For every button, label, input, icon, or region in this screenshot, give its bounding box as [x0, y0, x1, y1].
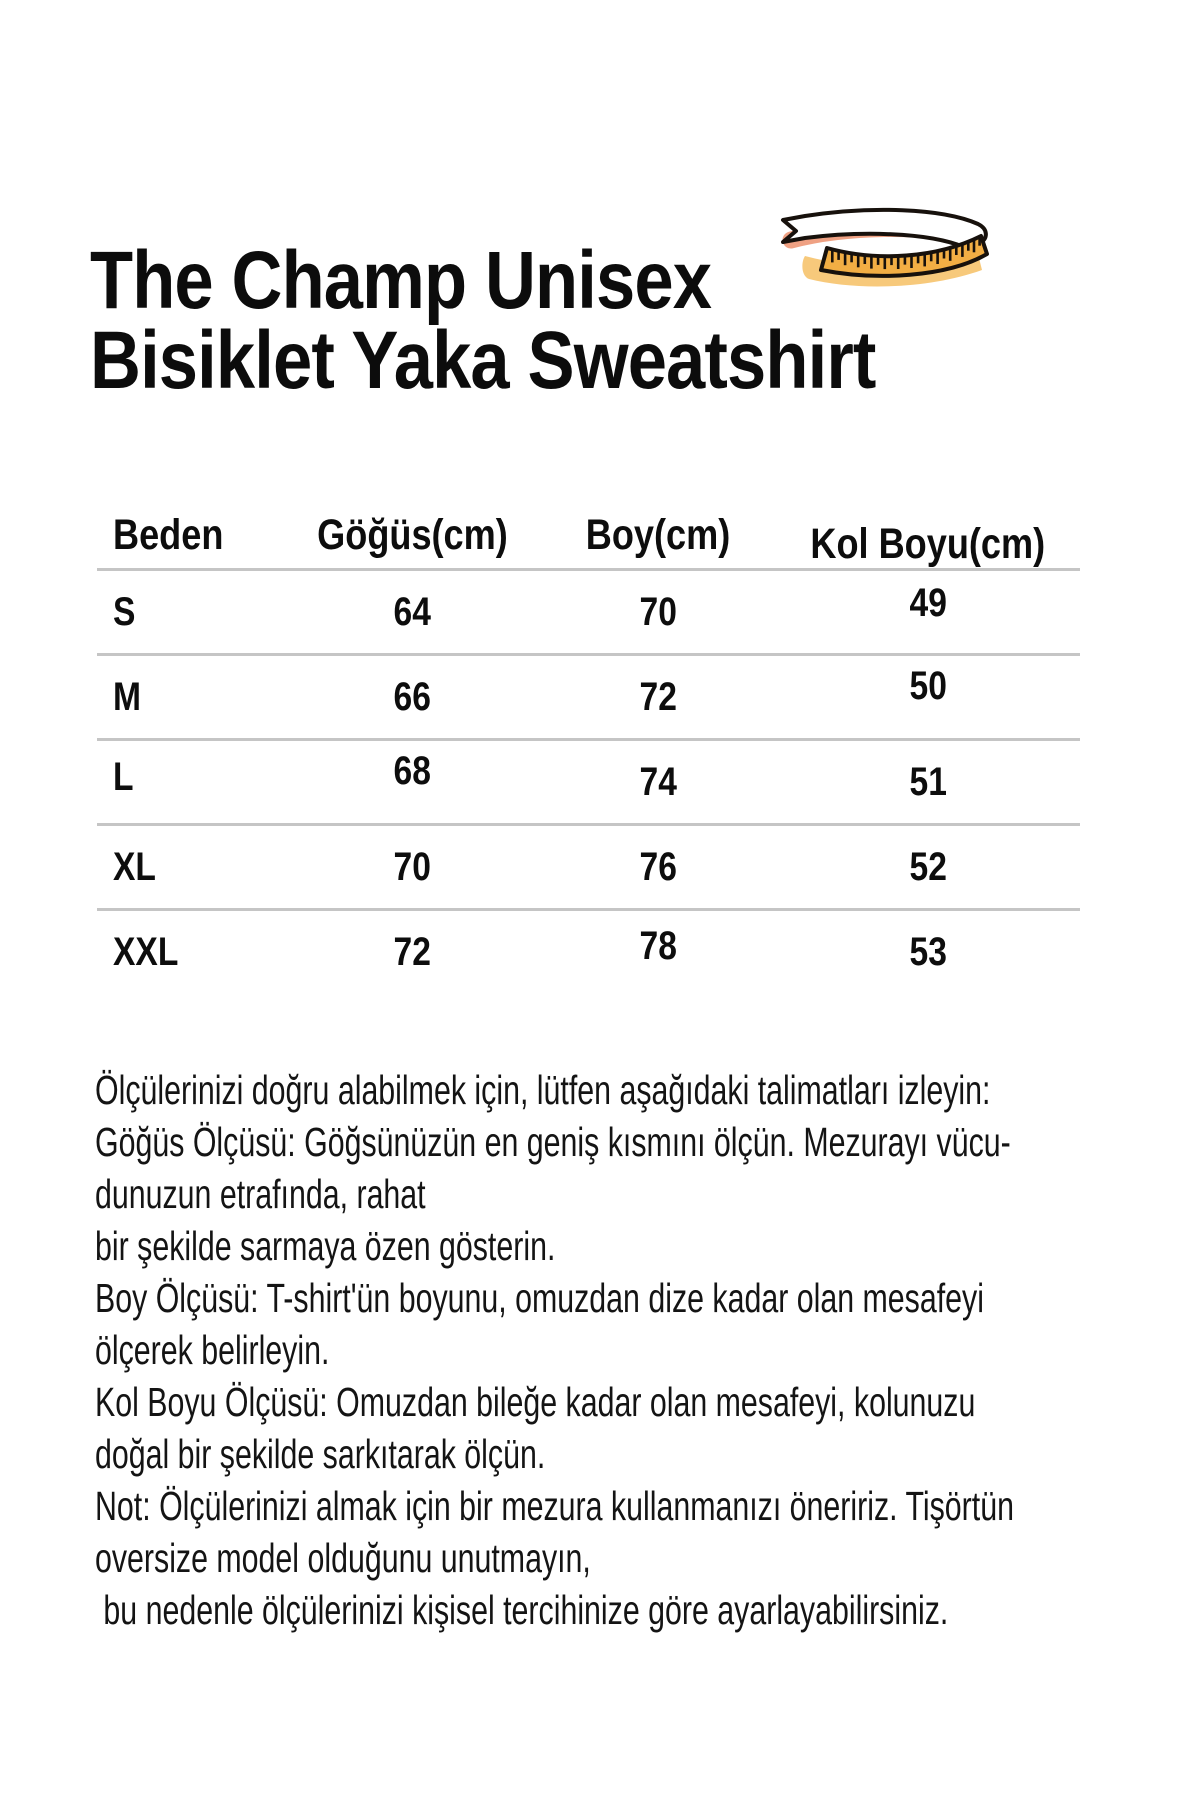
- size-cell-kol-boyu: 52: [909, 844, 947, 889]
- measurement-instructions: [95, 1064, 1200, 1636]
- size-table-header-row: [97, 498, 1080, 571]
- instruction-line: bu nedenle ölçülerinizi kişisel tercihinize göre ayarlayabilirsiniz.: [95, 1587, 949, 1633]
- instruction-line: ölçerek belirleyin.: [95, 1327, 330, 1373]
- instruction-line: Not: Ölçülerinizi almak için bir mezura kullanmanızı öneririz. Tişörtün: [95, 1483, 1014, 1529]
- instruction-line: Ölçülerinizi doğru alabilmek için, lütfen aşağıdaki talimatları izleyin:: [95, 1067, 991, 1113]
- product-title-line1: The Champ Unisex: [90, 234, 712, 326]
- column-header-gogus: Göğüs(cm): [316, 511, 508, 559]
- instruction-line: Kol Boyu Ölçüsü: Omuzdan bileğe kadar olan mesafeyi, kolunuzu: [95, 1379, 976, 1425]
- instruction-line: dunuzun etrafında, rahat: [95, 1171, 426, 1217]
- size-cell-gogus: 72: [393, 929, 431, 974]
- size-cell-boy: 74: [639, 759, 677, 804]
- size-table: [97, 498, 1080, 993]
- size-row-l: [97, 741, 1080, 826]
- tape-measure-svg: [775, 196, 997, 296]
- instruction-line: oversize model olduğunu unutmayın,: [95, 1535, 591, 1581]
- size-cell-gogus: 66: [393, 674, 431, 719]
- size-cell-boy: 76: [639, 844, 677, 889]
- tape-measure-icon: [775, 196, 997, 296]
- size-cell-beden: XXL: [113, 929, 179, 974]
- product-title: [90, 234, 876, 406]
- size-cell-gogus: 68: [393, 748, 431, 793]
- column-header-boy: Boy(cm): [585, 511, 731, 559]
- size-cell-gogus: 64: [393, 589, 431, 634]
- column-header-beden: Beden: [113, 511, 224, 559]
- size-cell-boy: 78: [639, 923, 677, 968]
- size-row-xl: [97, 826, 1080, 911]
- size-cell-kol-boyu: 49: [909, 580, 947, 625]
- size-cell-kol-boyu: 51: [909, 759, 947, 804]
- instruction-line: Boy Ölçüsü: T-shirt'ün boyunu, omuzdan dize kadar olan mesafeyi: [95, 1275, 984, 1321]
- size-cell-gogus: 70: [393, 844, 431, 889]
- size-cell-boy: 70: [639, 589, 677, 634]
- instruction-line: Göğüs Ölçüsü: Göğsünüzün en geniş kısmını ölçün. Mezurayı vücu-: [95, 1119, 1011, 1165]
- size-row-m: [97, 656, 1080, 741]
- column-header-kol-boyu: Kol Boyu(cm): [810, 520, 1046, 568]
- size-cell-beden: XL: [113, 844, 156, 889]
- instruction-line: bir şekilde sarmaya özen gösterin.: [95, 1223, 556, 1269]
- size-cell-beden: M: [113, 674, 141, 719]
- size-row-s: [97, 571, 1080, 656]
- size-cell-kol-boyu: 50: [909, 663, 947, 708]
- size-cell-beden: L: [113, 754, 134, 799]
- size-cell-boy: 72: [639, 674, 677, 719]
- instruction-line: doğal bir şekilde sarkıtarak ölçün.: [95, 1431, 546, 1477]
- size-cell-beden: S: [113, 589, 136, 634]
- product-title-line2: Bisiklet Yaka Sweatshirt: [90, 314, 876, 406]
- size-row-xxl: [97, 911, 1080, 993]
- size-cell-kol-boyu: 53: [909, 929, 947, 974]
